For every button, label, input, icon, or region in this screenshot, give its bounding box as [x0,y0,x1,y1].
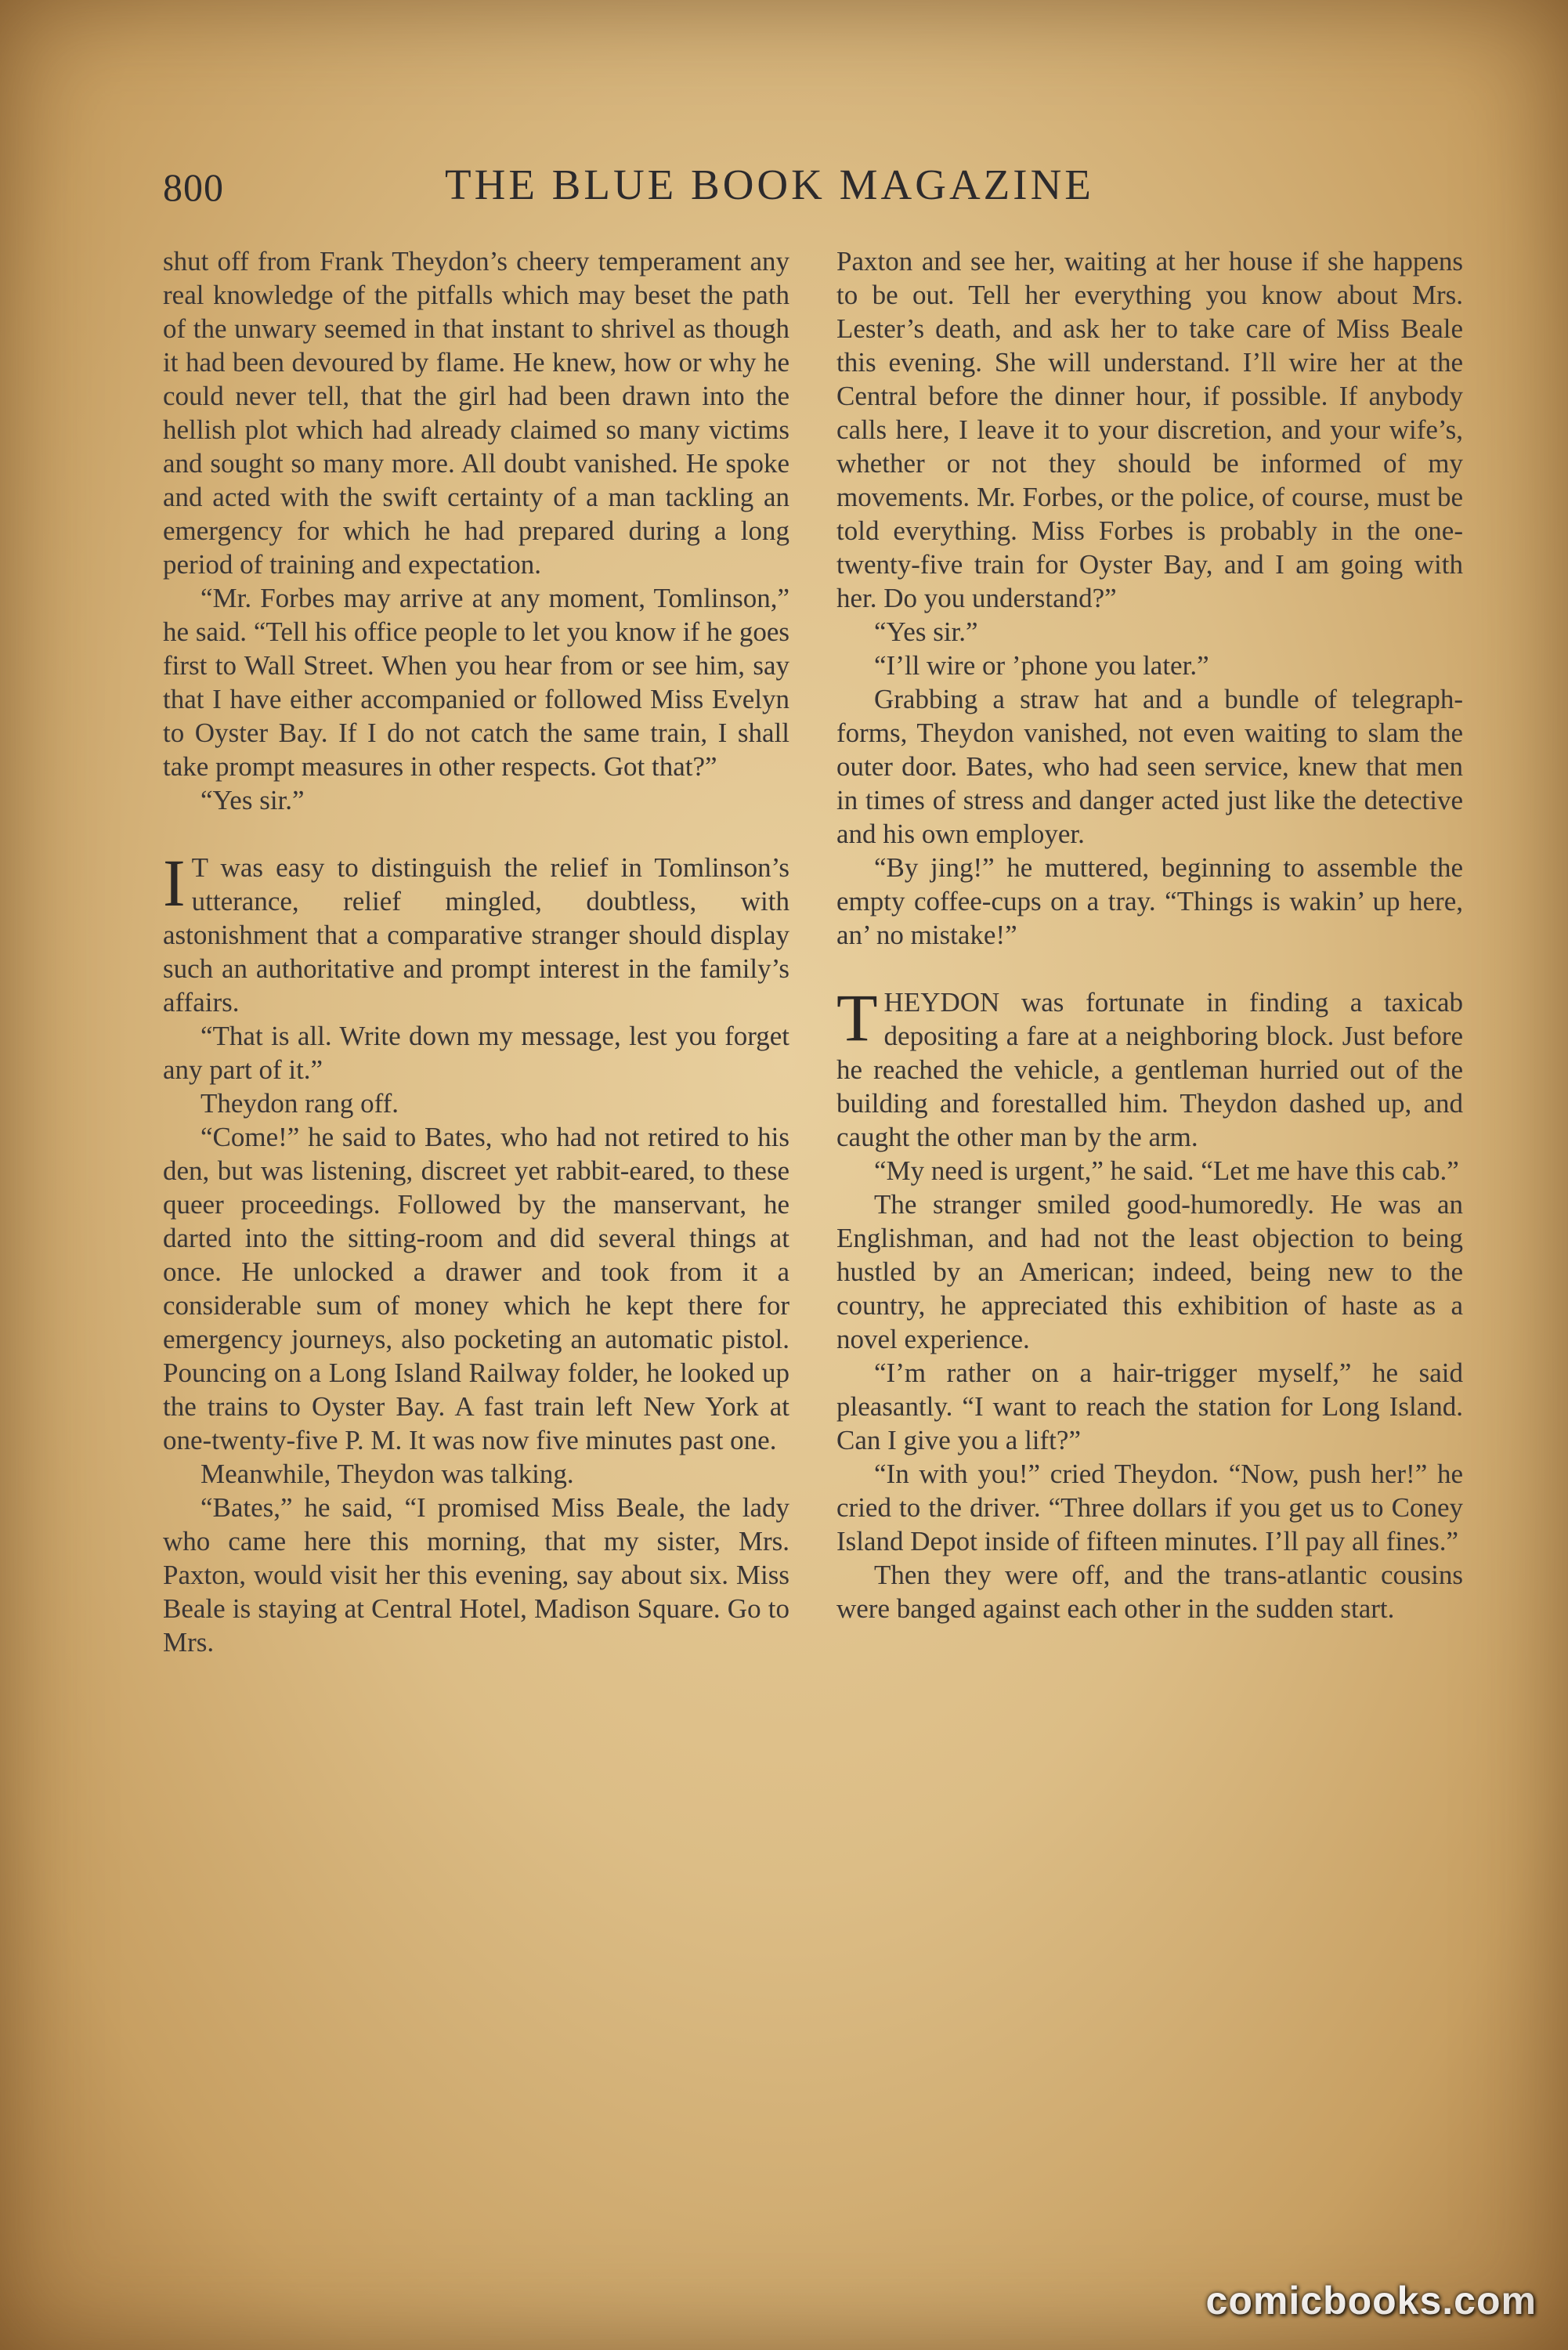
paragraph: “My need is urgent,” he said. “Let me have this cab.” [874,1155,1459,1186]
right-column [836,244,1463,1625]
drop-cap: I [163,845,186,920]
paragraph: “Mr. Forbes may arrive at any moment, Tomlinson,” he said. “Tell his office people to let you know if he goes first to Wall Street. When you hear from or see him, say that I have either accompanied or followed Miss Evelyn to Oyster Bay. If I do not catch the same train, I shall take prompt measures in other respects. Got that?” [163,583,789,782]
page-number: 800 [163,165,224,209]
paragraph: “By jing!” he muttered, beginning to assemble the empty coffee-cups on a tray. “Things is wakin’ up here, an’ no mistake!” [836,852,1463,950]
paragraph: Theydon rang off. [201,1088,399,1119]
paragraph: “Yes sir.” [201,785,305,815]
paragraph: “I’m rather on a hair-trigger myself,” he said pleasantly. “I want to reach the station for Long Island. Can I give you a lift?” [836,1358,1463,1455]
paragraph: “Come!” he said to Bates, who had not retired to his den, but was listening, discreet yet rabbit-eared, to these queer proceedings. Followed by the manservant, he darted into the sitting-room and did several things at once. He unlocked a drawer and took from it a considerable sum of money which he kept there for emergency journeys, also pocketing an automatic pistol. Pouncing on a Long Island Railway folder, he looked up the trains to Oyster Bay. A fast train left New York at one-twenty-five P. M. It was now five minutes past one. [163,1122,789,1455]
paragraph: shut off from Frank Theydon’s cheery temperament any real knowledge of the pitfalls which may beset the path of the unwary seemed in that instant to shrivel as though it had been devoured by flame. He knew, how or why he could never tell, that the girl had been drawn into the hellish plot which had already claimed so many victims and sought so many more. All doubt vanished. He spoke and acted with the swift certainty of a man tackling an emergency for which he had prepared during a long period of training and expectation. [163,246,789,580]
page-header [163,157,1479,219]
paragraph-text: HEYDON was fortunate in finding a taxicab depositing a fare at a neighboring block. Just before he reached the vehicle, a gentleman hurried out of the building and forestalled him. Theydon dashed up, and caught the other man by the arm. [836,987,1463,1152]
left-column [163,244,789,1659]
paragraph: Paxton and see her, waiting at her house if she happens to be out. Tell her everything you know about Mrs. Lester’s death, and ask her to take care of Miss Beale this evening. She will understand. I’ll wire her at the Central before the dinner hour, if possible. If anybody calls here, I leave it to your discretion, and your wife’s, whether or not they should be informed of my movements. Mr. Forbes, or the police, of course, must be told everything. Miss Forbes is probably in the one-twenty-five train for Oyster Bay, and I am going with her. Do you understand?” [836,246,1463,613]
section-break [163,817,789,851]
paragraph: Meanwhile, Theydon was talking. [201,1459,574,1489]
magazine-title: THE BLUE BOOK MAGAZINE [445,161,1094,208]
paragraph-text: T was easy to distinguish the relief in Tomlinson’s utterance, relief mingled, doubtless, with astonishment that a comparative stranger should display such an authoritative and prompt interest in the family’s affairs. [163,852,789,1018]
paragraph: “I’ll wire or ’phone you later.” [874,650,1209,681]
watermark: comicbooks.com [1205,2279,1537,2323]
paragraph: Grabbing a straw hat and a bundle of telegraph-forms, Theydon vanished, not even waiting to slam the outer door. Bates, who had seen service, knew that men in times of stress and danger acted just like the detective and his own employer. [836,684,1463,849]
paragraph: “Yes sir.” [874,616,978,647]
paragraph: “That is all. Write down my message, lest you forget any part of it.” [163,1021,789,1085]
paragraph: “In with you!” cried Theydon. “Now, push her!” he cried to the driver. “Three dollars if you get us to Coney Island Depot inside of fifteen minutes. I’ll pay all fines.” [836,1459,1463,1556]
paragraph: “Bates,” he said, “I promised Miss Beale, the lady who came here this morning, that my sister, Mrs. Paxton, would visit her this evening, say about six. Miss Beale is staying at Central Hotel, Madison Square. Go to Mrs. [163,1492,789,1658]
paragraph: The stranger smiled good-humoredly. He was an Englishman, and had not the least objection to being hustled by an American; indeed, being new to the country, he appreciated this exhibition of haste as a novel experience. [836,1189,1463,1354]
section-break [836,952,1463,985]
dropcap-paragraph [836,980,1463,1154]
dropcap-paragraph [163,845,789,1019]
paragraph: Then they were off, and the trans-atlantic cousins were banged against each other in the sudden start. [836,1560,1463,1624]
drop-cap: T [836,980,878,1055]
